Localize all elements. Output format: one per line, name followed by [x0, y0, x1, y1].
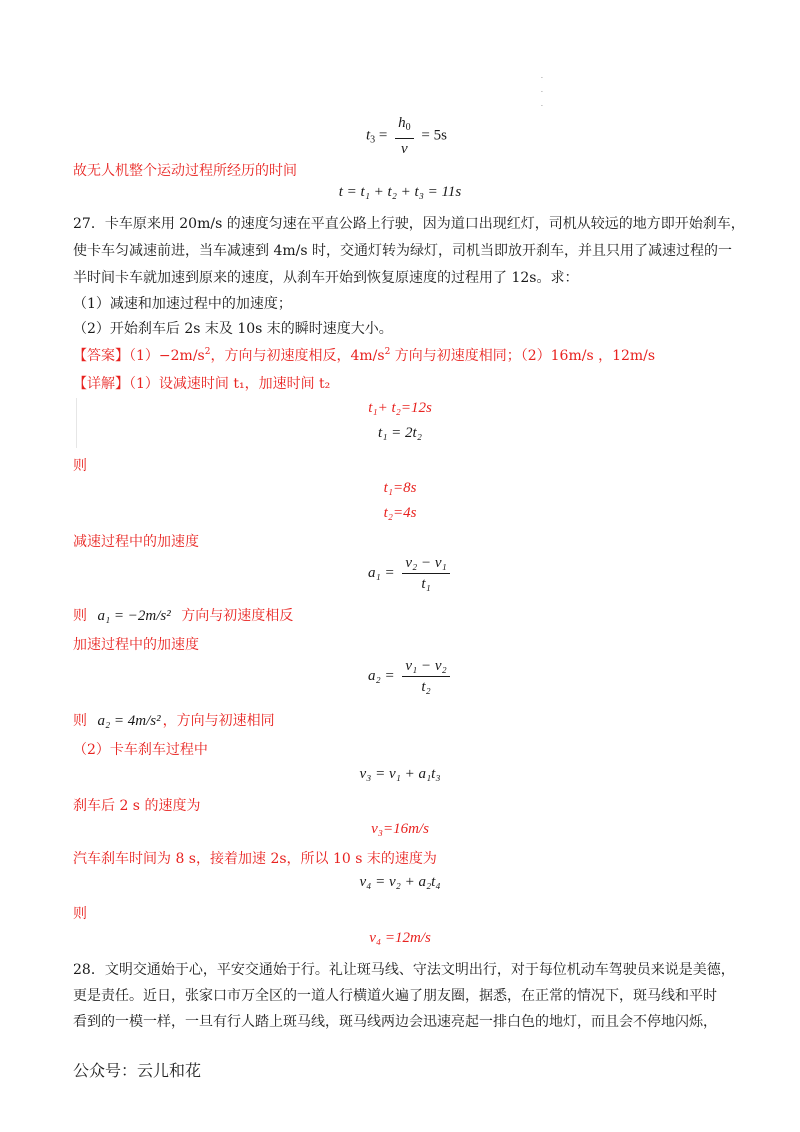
footer-account: 公众号：云儿和花: [73, 1061, 202, 1080]
t2-value: t₂=4s: [383, 505, 417, 521]
a2-result-dir: ，方向与初速相同: [162, 713, 275, 729]
equation-total-time: t = t₁ + t₂ + t₃ = 11s: [338, 184, 462, 200]
after-2s-label: 刹车后 2 s 的速度为: [73, 798, 201, 814]
explain-text: （1）设减速时间 t₁，加速时间 t₂: [129, 376, 331, 392]
deceleration-label: 减速过程中的加速度: [73, 534, 199, 550]
q28-line2: 更是责任。近日，张家口市万全区的一道人行横道火遍了朋友圈，据悉，在正常的情况下，斑马线和平时: [73, 988, 717, 1004]
total-time-label: 故无人机整个运动过程所经历的时间: [73, 163, 297, 179]
acceleration-label: 加速过程中的加速度: [73, 637, 199, 653]
eq-time-sum: t₁+ t₂=12s: [368, 400, 432, 416]
eq-t3-den: v: [401, 141, 408, 157]
v4-value: v₄ =12m/s: [369, 930, 431, 946]
eq-time-ratio: t₁ = 2t₂: [378, 425, 422, 441]
q28-line3: 看到的一模一样，一旦有行人踏上斑马线，斑马线两边会迅速亮起一排白色的地灯，而且会不停地闪烁，: [73, 1014, 717, 1030]
a1-result: [73, 605, 293, 625]
a2-lhs: a₂ =: [368, 667, 395, 684]
a2-result-eq: a₂ = 4m/s²: [97, 713, 161, 729]
a2-fraction: [402, 657, 449, 696]
explain-tag: 【详解】: [73, 376, 129, 392]
margin-dots: · · ·: [541, 75, 543, 110]
q27-stem-line3: 半时间卡车就加速到原来的速度，从刹车开始到恢复原速度的过程用了 12s。求：: [73, 270, 579, 286]
q27-stem-line1: 27．卡车原来用 20m/s 的速度匀速在平直公路上行驶，因为道口出现红灯，司机从较远的地方即开始刹车，: [73, 216, 745, 232]
answer-part-c: 方向与初速度相同；（2）16m/s ，12m/s: [390, 348, 656, 364]
answer-tag: 【答案】: [73, 348, 129, 364]
ze-label-2: 则: [73, 906, 87, 922]
answer-part-b: ，方向与初速度相反，4m/s: [210, 348, 385, 364]
v3-value: v₃=16m/s: [371, 821, 429, 837]
q27-answer: 【答案】$(1)-2m/s^2$，方向与初速度相反，$4m/s^2$ 方向与初速度相同；（2）16m/s ，12m/s: [73, 347, 656, 364]
brake-time-label: 汽车刹车时间为 8 s，接着加速 2s，所以 10 s 末的速度为: [73, 851, 437, 867]
a1-den: t₁: [421, 576, 431, 592]
a1-result-prefix: 则: [73, 608, 87, 624]
a1-lhs: a₁ =: [368, 564, 395, 581]
equation-a1: [368, 554, 454, 593]
eq-t3-num-sub: 0: [405, 122, 411, 133]
a1-result-dir: 方向与初速度相反: [181, 608, 294, 624]
eq-t3-lhs: t: [366, 127, 371, 144]
a2-result: [73, 710, 275, 730]
a2-num: v₁ − v₂: [402, 657, 449, 677]
equation-t3: $t_3$ = $\frac{h_0}{v}$ = 5s: [366, 115, 447, 157]
q27-stem-line2: 使卡车匀减速前进，当车减速到 4m/s 时，交通灯转为绿灯，司机当即放开刹车，并且只用了减速过程的一: [73, 243, 732, 259]
equation-v3: v₃ = v₁ + a₁t₃: [359, 766, 441, 782]
equation-a2: [368, 657, 454, 696]
eq-t3-num: h: [398, 115, 406, 131]
t1-value: t₁=8s: [383, 480, 417, 496]
q27-part1: （1）减速和加速过程中的加速度；: [73, 296, 292, 312]
a1-fraction: [402, 554, 449, 593]
a1-result-eq: a₁ = −2m/s²: [97, 608, 171, 624]
q27-part2: （2）开始刹车后 2s 末及 10s 末的瞬时速度大小。: [73, 321, 393, 337]
eq-t3-rhs: = 5s: [421, 127, 447, 144]
answer-part-a: （1）−2m/s: [129, 348, 205, 364]
eq-t3-fraction: [395, 114, 414, 158]
ze-label-1: 则: [73, 458, 87, 474]
a2-result-prefix: 则: [73, 713, 87, 729]
eq-t3-lhs-sub: 3: [370, 134, 376, 146]
a2-den: t₂: [421, 679, 431, 695]
equation-v4: v₄ = v₂ + a₂t₄: [359, 874, 441, 890]
q28-line1: 28．文明交通始于心，平安交通始于行。礼让斑马线、守法文明出行，对于每位机动车驾驶员来说是美德，: [73, 962, 735, 978]
q27-explain: [73, 373, 330, 393]
a1-num: v₂ − v₁: [402, 554, 449, 574]
part2-label: （2）卡车刹车过程中: [73, 742, 208, 758]
